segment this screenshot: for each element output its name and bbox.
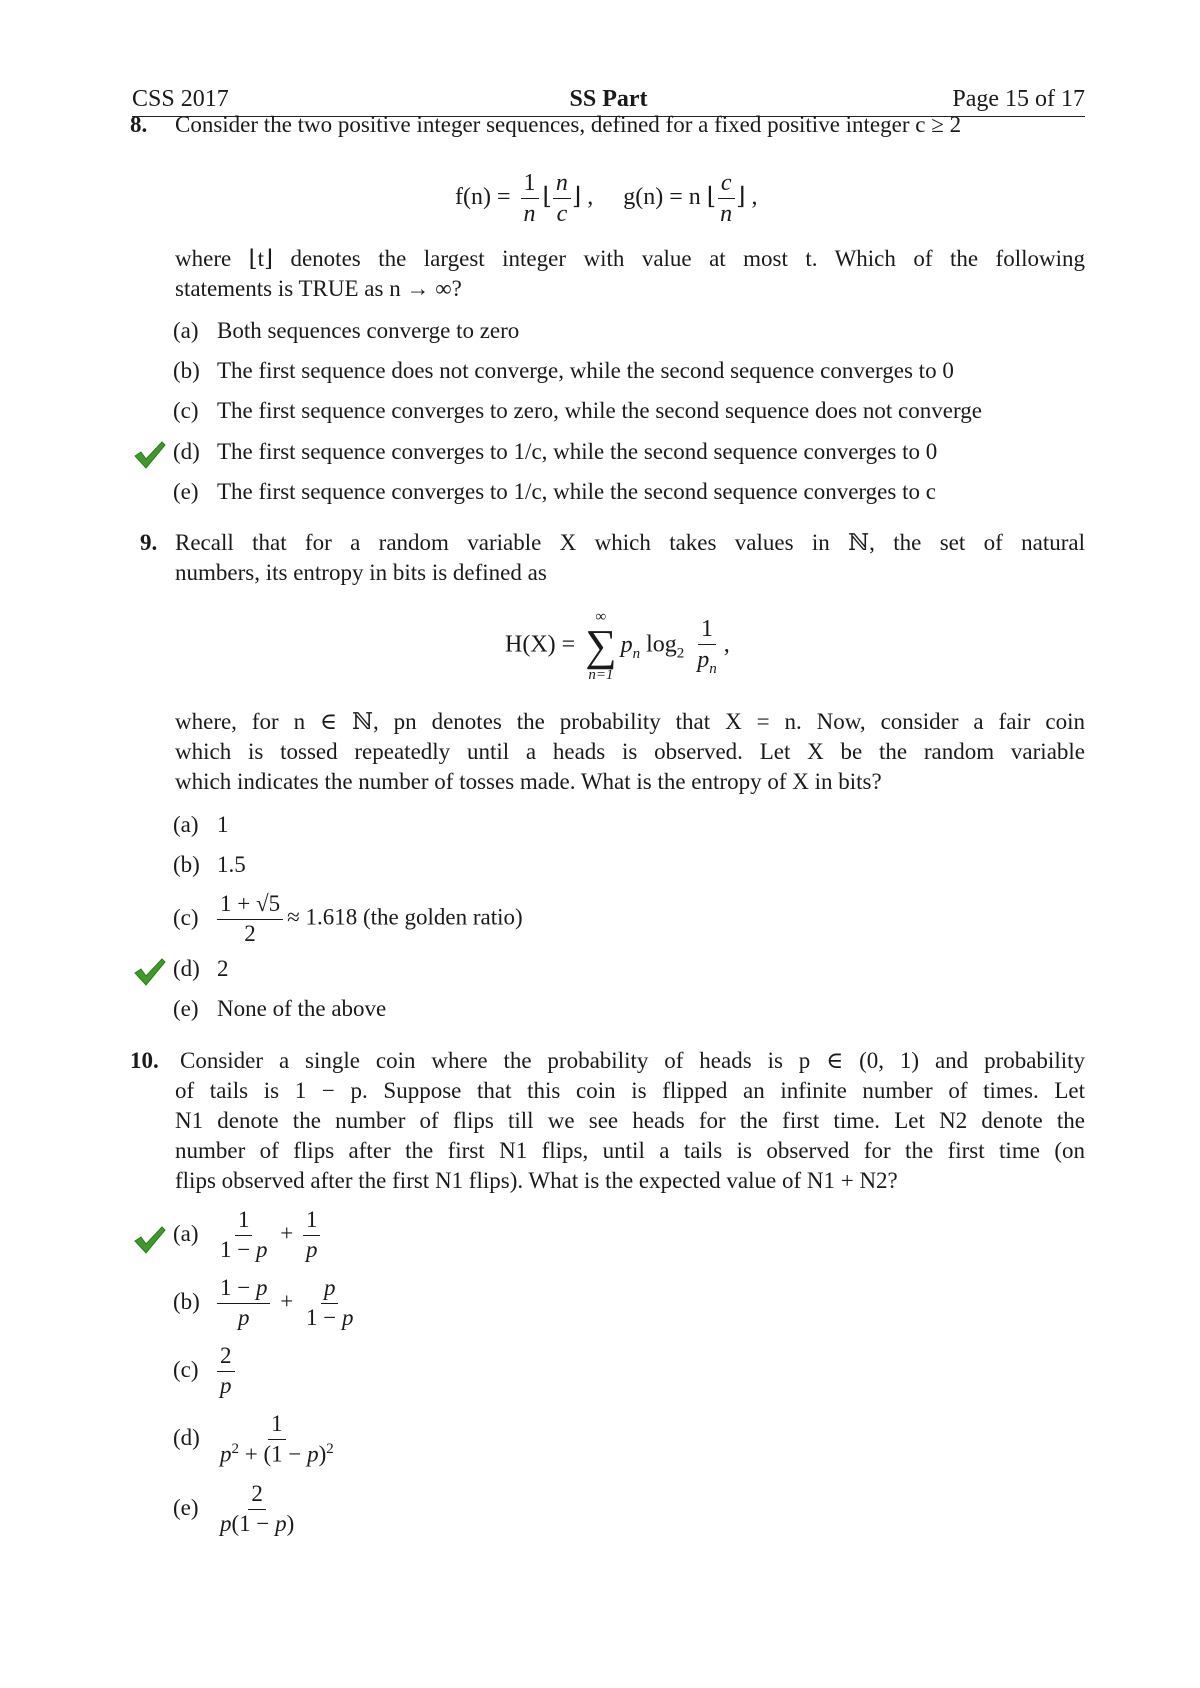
q9-after-line2: which is tossed repeatedly until a heads is observed. Let X be the random variable bbox=[175, 739, 1085, 764]
q9-after-line1: where, for n ∈ ℕ, pn denotes the probability that X = n. Now, consider a fair coin bbox=[175, 709, 1085, 734]
q8-text: Consider the two positive integer sequences, defined for a fixed positive integer c ≥ 2 bbox=[175, 112, 962, 137]
q9-option-a: (a) 1 bbox=[173, 812, 229, 837]
header-page-number: Page 15 of 17 bbox=[952, 86, 1085, 112]
q10-option-c: (c) $\frac{2}{p}$ bbox=[173, 1342, 239, 1401]
q8-where-line1: where ⌊t⌋ denotes the largest integer with value at most t. Which of the following bbox=[175, 246, 1085, 271]
q10-number: 10. bbox=[130, 1048, 159, 1073]
q8-option-d: (d) The first sequence converges to 1/c, while the second sequence converges to 0 bbox=[173, 439, 938, 464]
q9-eq-lhs: H(X) = bbox=[505, 631, 576, 658]
q10-line2: of tails is 1 − p. Suppose that this coin is flipped an infinite number of times. Let bbox=[175, 1078, 1085, 1103]
q10-line3: N1 denote the number of flips till we see heads for the first time. Let N2 denote the bbox=[175, 1108, 1085, 1133]
q9-text-line2: numbers, its entropy in bits is defined as bbox=[175, 560, 547, 585]
q10-correct-check-icon bbox=[133, 1225, 167, 1255]
q10-option-b: (b) $\frac{1 - p}{p}$ + $\frac{p}{1 - p}$ bbox=[173, 1275, 354, 1330]
q8-number: 8. bbox=[130, 112, 148, 137]
q8-correct-check-icon bbox=[133, 440, 167, 470]
q9-option-b: (b) 1.5 bbox=[173, 852, 246, 877]
q10-line1: Consider a single coin where the probability of heads is p ∈ (0, 1) and probability bbox=[180, 1048, 1085, 1073]
q9-correct-check-icon bbox=[133, 957, 167, 987]
q10-line5: flips observed after the first N1 flips). What is the expected value of N1 + N2? bbox=[175, 1168, 898, 1193]
q9-number: 9. bbox=[140, 530, 158, 555]
header-course: CSS 2017 bbox=[132, 86, 229, 112]
q8-eq-g: g(n) = n bbox=[623, 184, 701, 211]
q8-eq-f: f(n) = bbox=[455, 184, 511, 211]
q8-option-e: (e) The first sequence converges to 1/c, while the second sequence converges to c bbox=[173, 479, 936, 504]
q8-option-b: (b) The first sequence does not converge, while the second sequence converges to 0 bbox=[173, 358, 954, 383]
q9-option-d: (d) 2 bbox=[173, 956, 229, 981]
q8-option-c: (c) The first sequence converges to zero, while the second sequence does not converge bbox=[173, 398, 982, 423]
q9-option-c: (c) $\frac{1 + √5}{2}$ ≈ 1.618 (the golden ratio) bbox=[173, 891, 523, 946]
q9-equation: H(X) = ∞ ∑ n=1 $p_n$ $\log_2$ $\frac{1}{p_n}$ , bbox=[505, 609, 730, 683]
q10-option-a: (a) $\frac{1}{1 - p}$ + $\frac{1}{p}$ bbox=[173, 1206, 324, 1265]
q8-where-line2: statements is TRUE as n → ∞? bbox=[175, 276, 462, 301]
q9-text-line1: Recall that for a random variable X which takes values in ℕ, the set of natural bbox=[175, 530, 1085, 555]
q9-after-line3: which indicates the number of tosses made. What is the entropy of X in bits? bbox=[175, 769, 882, 794]
q8-equation: f(n) = $\frac{1}{n}$ ⌊ $\frac{n}{c}$ ⌋ , g(n) = n ⌊ $\frac{c}{n}$ ⌋ , bbox=[455, 170, 758, 227]
q10-line4: number of flips after the first N1 flips, until a tails is observed for the first time (on bbox=[175, 1138, 1085, 1163]
q10-option-e: (e) $\frac{2}{p(1 - p)}$ bbox=[173, 1481, 295, 1536]
q10-option-d: (d) $\frac{1}{p^2 + (1 - p)^2}$ bbox=[173, 1411, 334, 1467]
header-section: SS Part bbox=[569, 86, 648, 112]
q9-option-e: (e) None of the above bbox=[173, 996, 387, 1021]
q8-option-a: (a) Both sequences converge to zero bbox=[173, 318, 520, 343]
